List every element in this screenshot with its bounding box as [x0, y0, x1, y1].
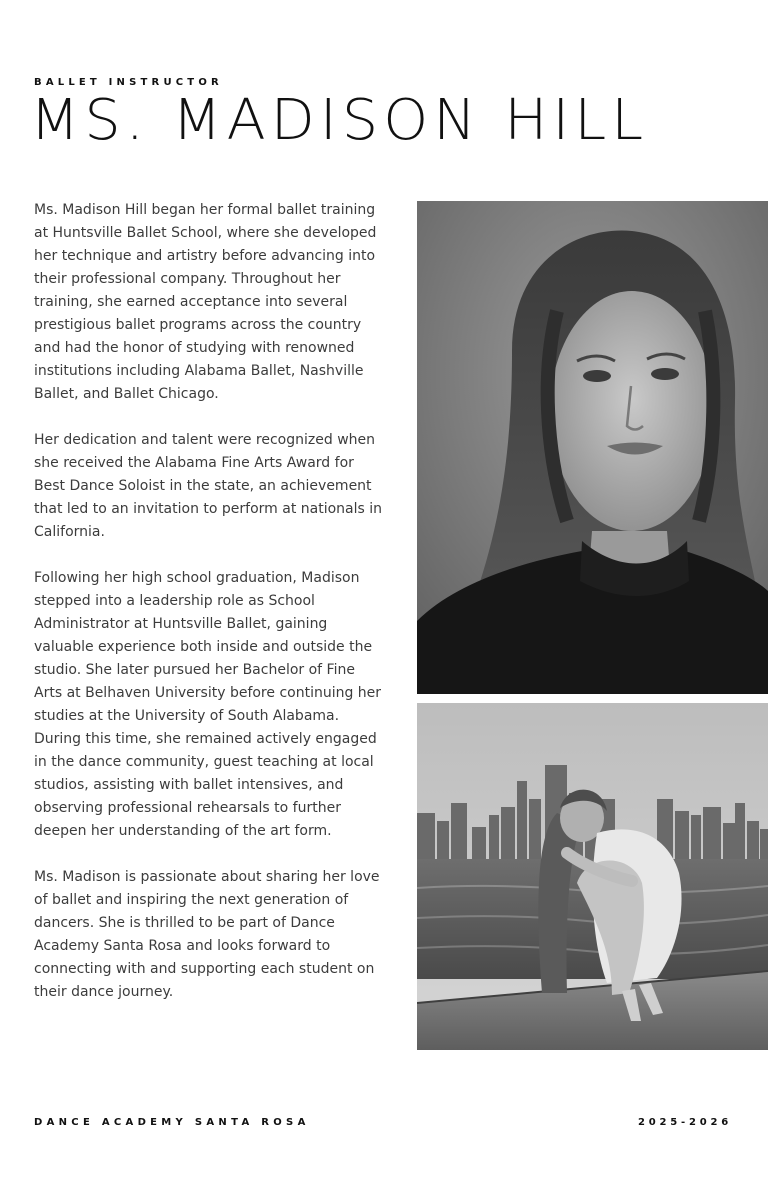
- role-label: BALLET INSTRUCTOR: [34, 77, 223, 88]
- portrait-illustration: [417, 201, 768, 694]
- page-title: MS. MADISON HILL: [30, 88, 649, 153]
- bio-paragraph-3: Following her high school graduation, Madison stepped into a leadership role as School Administrator at Huntsville Ballet, gaining valuable experience both inside and outside the studio. She later pursued her Bachelor of Fine Arts at Belhaven University before continuing her studies at the University of South Alabama. During this time, she remained actively engaged in the dance community, guest teaching at local studios, assisting with ballet intensives, and observing professional rehearsals to further deepen her understanding of the art form.: [34, 570, 382, 839]
- skyline-illustration: [417, 703, 768, 1050]
- bio-text: [34, 199, 386, 1027]
- ballet-skyline-photo: [417, 703, 768, 1050]
- portrait-photo: [417, 201, 768, 694]
- bio-paragraph-1: Ms. Madison Hill began her formal ballet training at Huntsville Ballet School, where she developed her technique and artistry before advancing into their professional company. Throughout her training, she earned acceptance into several prestigious ballet programs across the country and had the honor of studying with renowned institutions including Alabama Ballet, Nashville Ballet, and Ballet Chicago.: [34, 202, 377, 402]
- academy-name: DANCE ACADEMY SANTA ROSA: [34, 1117, 310, 1128]
- bio-paragraph-2: Her dedication and talent were recognized when she received the Alabama Fine Arts Award for Best Dance Soloist in the state, an achievement that led to an invitation to perform at nationals in California.: [34, 432, 383, 540]
- bio-paragraph-4: Ms. Madison is passionate about sharing her love of ballet and inspiring the next generation of dancers. She is thrilled to be part of Dance Academy Santa Rosa and looks forward to connecting with and supporting each student on their dance journey.: [34, 869, 380, 1000]
- season-label: 2025-2026: [637, 1117, 732, 1128]
